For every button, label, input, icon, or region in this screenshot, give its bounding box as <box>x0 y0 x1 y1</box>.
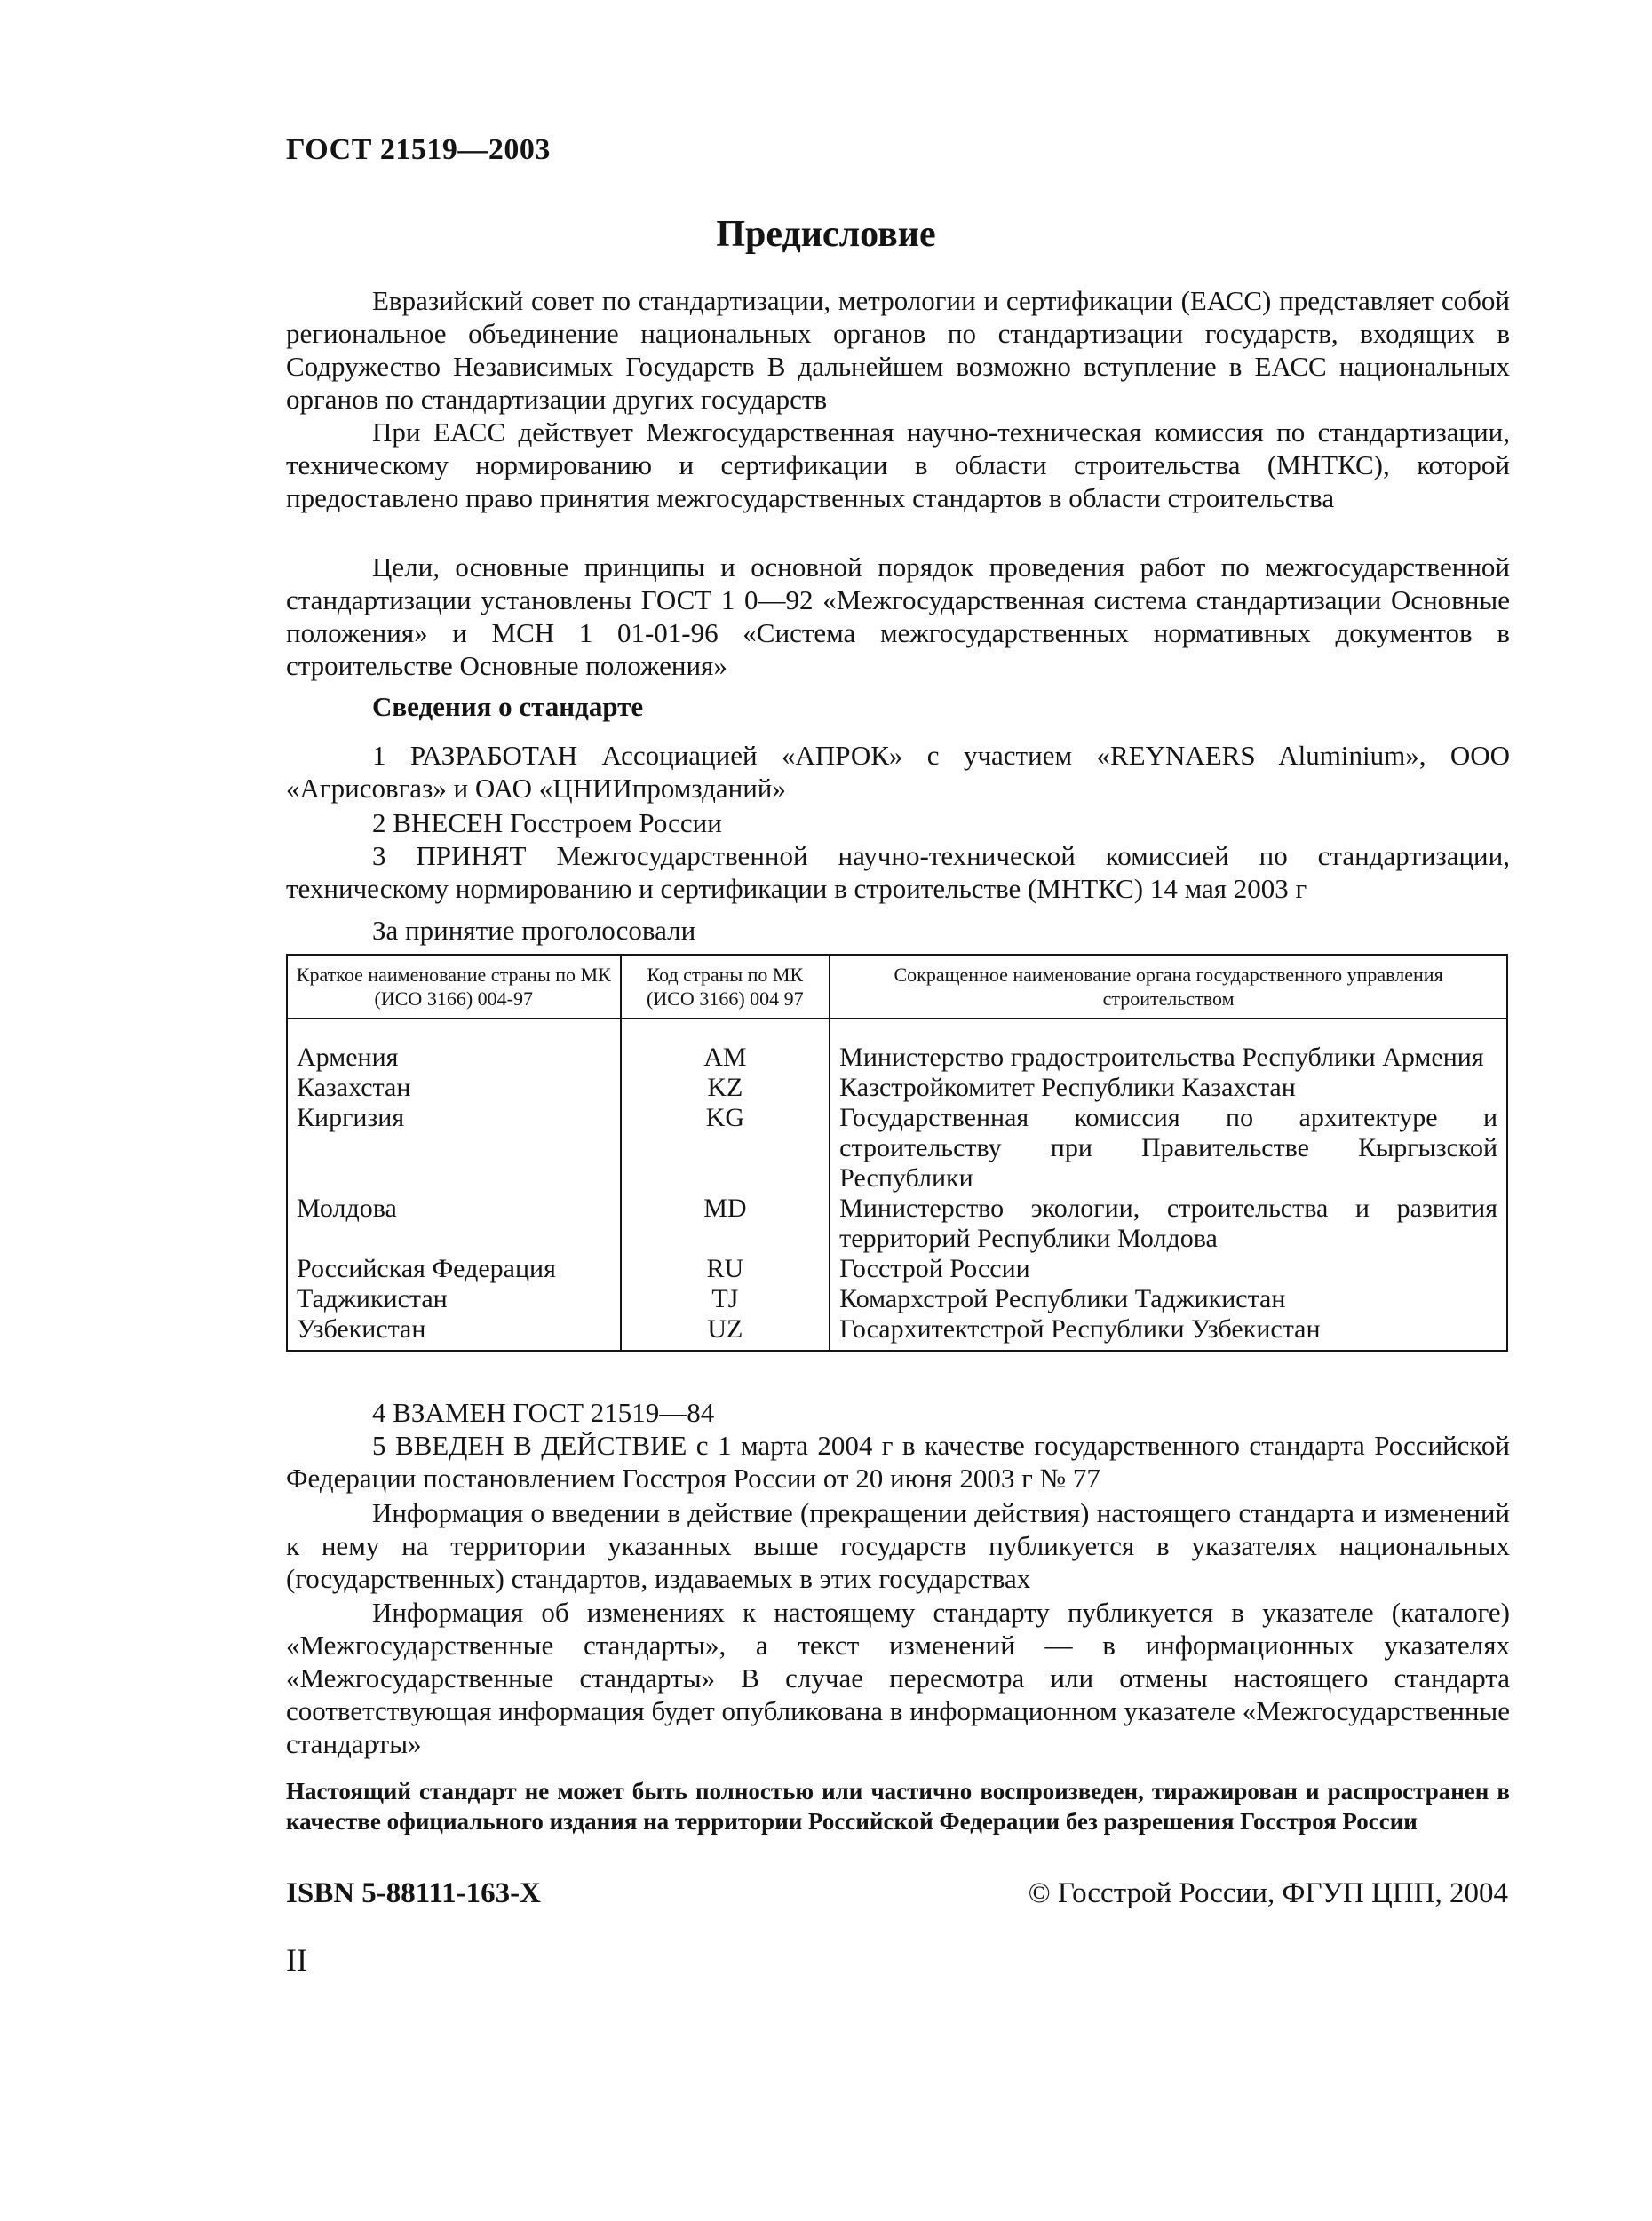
preface-paragraph-1 <box>286 284 1510 416</box>
preface-text-3: Цели, основные принципы и основной порядок проведения работ по межгосударственной стандартизации установлены ГОСТ 1 0—92 «Межгосударственная система стандартизации Основные положения» и МСН 1 01-01-96 «Система межгосударственных нормативных документов в строительстве Основные положения» <box>286 551 1510 681</box>
country-cell: Киргизия <box>287 1103 621 1194</box>
info-item-1 <box>286 739 1510 805</box>
authority-cell: Государственная комиссия по архитектуре и строительству при Правительстве Кыргызской Республики <box>830 1103 1507 1194</box>
info-text-2: 2 ВНЕСЕН Госстроем России <box>372 807 722 838</box>
code-cell: TJ <box>621 1284 830 1314</box>
table-row <box>287 1314 1507 1351</box>
info-text-3: 3 ПРИНЯТ Межгосударственной научно-технической комиссией по стандартизации, техническому нормированию и сертификации в строительстве (МНТКС) 14 мая 2003 г <box>286 840 1510 904</box>
table-row <box>287 1073 1507 1103</box>
after-text-1: 4 ВЗАМЕН ГОСТ 21519—84 <box>372 1397 715 1428</box>
country-cell: Казахстан <box>287 1073 621 1103</box>
code-cell: KG <box>621 1103 830 1194</box>
authority-cell: Казстройкомитет Республики Казахстан <box>830 1073 1507 1103</box>
table-header-country: Краткое наименование страны по МК (ИСО 3166) 004-97 <box>287 955 621 1019</box>
info-text-1: 1 РАЗРАБОТАН Ассоциацией «АПРОК» с участием «REYNAERS Aluminium», ООО «Агрисовгаз» и ОАО «ЦНИИпромзданий» <box>286 740 1510 804</box>
code-cell: AM <box>621 1019 830 1073</box>
table-row <box>287 1103 1507 1194</box>
copyright: © Госстрой России, ФГУП ЦПП, 2004 <box>1028 1877 1508 1909</box>
table-row <box>287 1284 1507 1314</box>
page-number: II <box>286 1942 307 1978</box>
country-cell: Таджикистан <box>287 1284 621 1314</box>
table-header-row <box>287 955 1507 1019</box>
voting-table <box>286 954 1508 1352</box>
after-text-4: Информация об изменениях к настоящему стандарту публикуется в указателе (каталоге) «Межгосударственные стандарты», а текст изменений — в информационных указателях «Межгосударственные стандарты» В случае пересмотра или отмены настоящего стандарта соответствующая информация будет опубликована в информационном указателе «Межгосударственные стандарты» <box>286 1597 1510 1759</box>
info-item-3 <box>286 839 1510 905</box>
copyright-notice: Настоящий стандарт не может быть полностью или частично воспроизведен, тиражирован и распространен в качестве официального издания на территории Российской Федерации без разрешения Госстроя России <box>286 1778 1510 1835</box>
vote-label: За принятие проголосовали <box>372 915 696 946</box>
isbn: ISBN 5-88111-163-X <box>286 1877 541 1909</box>
table-row <box>287 1019 1507 1073</box>
after-paragraph-2 <box>286 1596 1510 1760</box>
code-cell: UZ <box>621 1314 830 1351</box>
code-cell: RU <box>621 1254 830 1284</box>
after-item-5 <box>286 1429 1510 1495</box>
country-cell: Узбекистан <box>287 1314 621 1351</box>
table-row <box>287 1194 1507 1254</box>
country-cell: Армения <box>287 1019 621 1073</box>
page-title: Предисловие <box>716 214 936 255</box>
country-cell: Молдова <box>287 1194 621 1254</box>
table-header-authority: Сокращенное наименование органа государственного управления строительством <box>830 955 1507 1019</box>
preface-text-2: При ЕАСС действует Межгосударственная научно-техническая комиссия по стандартизации, техническому нормированию и сертификации в области строительства (МНТКС), которой предоставлено право принятия межгосударственных стандартов в области строительства <box>286 416 1510 513</box>
after-text-2: 5 ВВЕДЕН В ДЕЙСТВИЕ с 1 марта 2004 г в качестве государственного стандарта Российской Федерации постановлением Госстроя России от 20 июня 2003 г № 77 <box>286 1430 1510 1494</box>
preface-text-1: Евразийский совет по стандартизации, метрологии и сертификации (ЕАСС) представляет собой региональное объединение национальных органов по стандартизации государств, входящих в Содружество Независимых Государств В дальнейшем возможно вступление в ЕАСС национальных органов по стандартизации других государств <box>286 285 1510 415</box>
after-paragraph-1 <box>286 1496 1510 1595</box>
authority-cell: Министерство экологии, строительства и развития территорий Республики Молдова <box>830 1194 1507 1254</box>
info-heading: Сведения о стандарте <box>372 691 644 722</box>
document-header: ГОСТ 21519—2003 <box>286 133 551 166</box>
table-header-code: Код страны по МК (ИСО 3166) 004 97 <box>621 955 830 1019</box>
after-item-4 <box>286 1396 1510 1429</box>
preface-paragraph-3 <box>286 551 1510 682</box>
table-row <box>287 1254 1507 1284</box>
code-cell: MD <box>621 1194 830 1254</box>
preface-paragraph-2 <box>286 416 1510 514</box>
authority-cell: Госстрой России <box>830 1254 1507 1284</box>
authority-cell: Комархстрой Республики Таджикистан <box>830 1284 1507 1314</box>
after-text-3: Информация о введении в действие (прекращении действия) настоящего стандарта и изменений к нему на территории указанных выше государств публикуется в указателях национальных (государственных) стандартов, издаваемых в этих государствах <box>286 1497 1510 1594</box>
authority-cell: Министерство градостроительства Республики Армения <box>830 1019 1507 1073</box>
code-cell: KZ <box>621 1073 830 1103</box>
authority-cell: Госархитектстрой Республики Узбекистан <box>830 1314 1507 1351</box>
info-item-2 <box>286 806 1510 839</box>
country-cell: Российская Федерация <box>287 1254 621 1284</box>
